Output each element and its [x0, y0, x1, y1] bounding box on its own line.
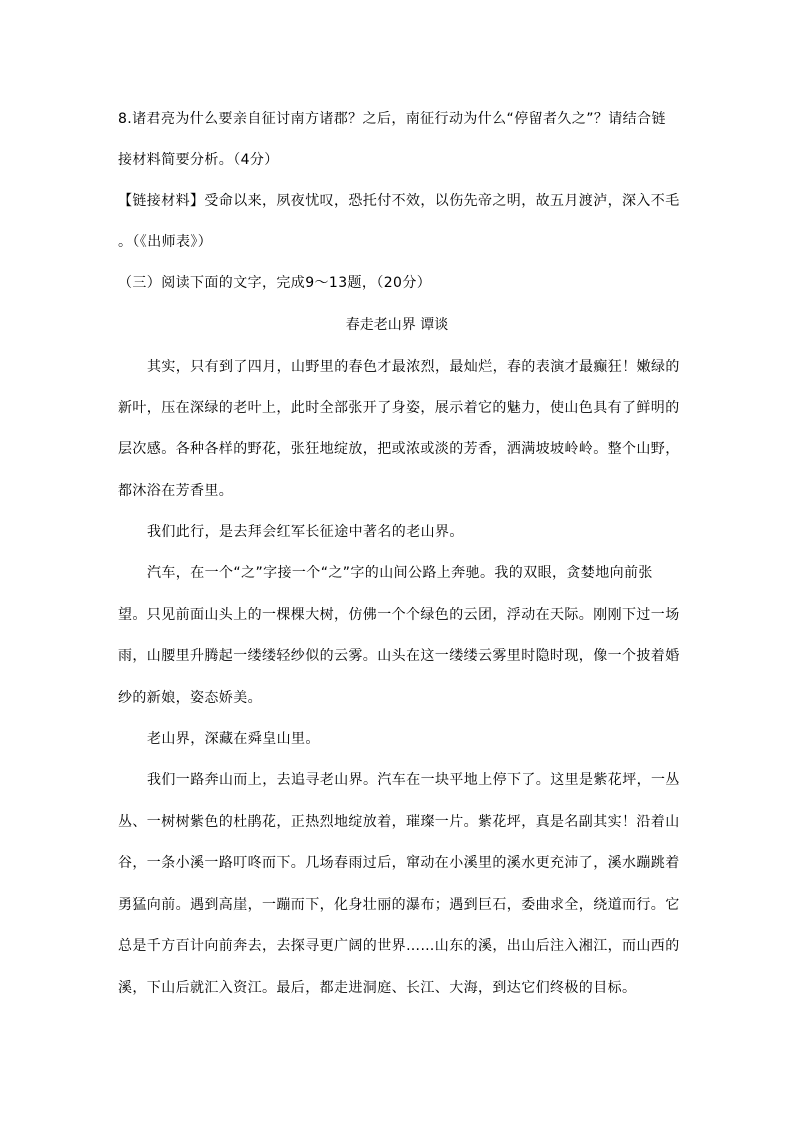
- article-title: 春走老山界 谭谈: [345, 317, 449, 333]
- paragraph-1-line-2: 新叶，压在深绿的老叶上，此时全部张开了身姿，展示着它的魅力，使山色具有了鲜明的: [118, 400, 680, 416]
- link-material-line-2: 。（《出师表》）: [118, 234, 213, 250]
- paragraph-1-line-3: 层次感。各种各样的野花，张狂地绽放，把或浓或淡的芳香，洒满坡坡岭岭。整个山野，: [118, 441, 680, 457]
- paragraph-5-line-4: 勇猛向前。遇到高崖，一蹦而下，化身壮丽的瀑布；遇到巨石，委曲求全，绕道而行。它: [118, 897, 680, 913]
- paragraph-5-line-2: 丛、一树树紫色的杜鹃花，正热烈地绽放着，璀璨一片。紫花坪，真是名副其实！沿着山: [118, 814, 680, 830]
- paragraph-3-line-3: 雨，山腰里升腾起一缕缕轻纱似的云雾。山头在这一缕缕云雾里时隐时现，像一个披着婚: [118, 648, 680, 664]
- question-8-line-2: 接材料简要分析。（4分）: [118, 152, 279, 168]
- section-3-heading: （三）阅读下面的文字，完成9～13题，（20分）: [118, 275, 432, 291]
- paragraph-3-line-1: 汽车，在一个“之”字接一个“之”字的山间公路上奔驰。我的双眼，贪婪地向前张: [147, 565, 653, 581]
- paragraph-1-line-1: 其实，只有到了四月，山野里的春色才最浓烈，最灿烂，春的表演才最癫狂！嫩绿的: [147, 359, 680, 375]
- paragraph-3-line-4: 纱的新娘，姿态娇美。: [118, 690, 262, 706]
- paragraph-2-line-1: 我们此行，是去拜会红军长征途中著名的老山界。: [147, 524, 464, 540]
- paragraph-4-line-1: 老山界，深藏在舜皇山里。: [147, 731, 320, 747]
- paragraph-1-line-4: 都沐浴在芳香里。: [118, 483, 234, 499]
- paragraph-5-line-6: 溪，下山后就汇入资江。最后，都走进洞庭、长江、大海，到达它们终极的目标。: [118, 980, 637, 996]
- paragraph-5-line-1: 我们一路奔山而上，去追寻老山界。汽车在一块平地上停下了。这里是紫花坪，一丛: [147, 772, 680, 788]
- link-material-line-1: 【链接材料】受命以来，夙夜忧叹，恐托付不效，以伤先帝之明，故五月渡泸，深入不毛: [118, 193, 680, 209]
- paragraph-5-line-3: 谷，一条小溪一路叮咚而下。几场春雨过后，窜动在小溪里的溪水更充沛了，溪水蹦跳着: [118, 855, 680, 871]
- paragraph-3-line-2: 望。只见前面山头上的一棵棵大树，仿佛一个个绿色的云团，浮动在天际。刚刚下过一场: [118, 607, 680, 623]
- question-8-line-1: 8.诸君亮为什么要亲自征讨南方诸郡？之后，南征行动为什么“停留者久之”？请结合链: [118, 111, 666, 127]
- paragraph-5-line-5: 总是千方百计向前奔去，去探寻更广阔的世界……山东的溪，出山后注入湘江，而山西的: [118, 938, 680, 954]
